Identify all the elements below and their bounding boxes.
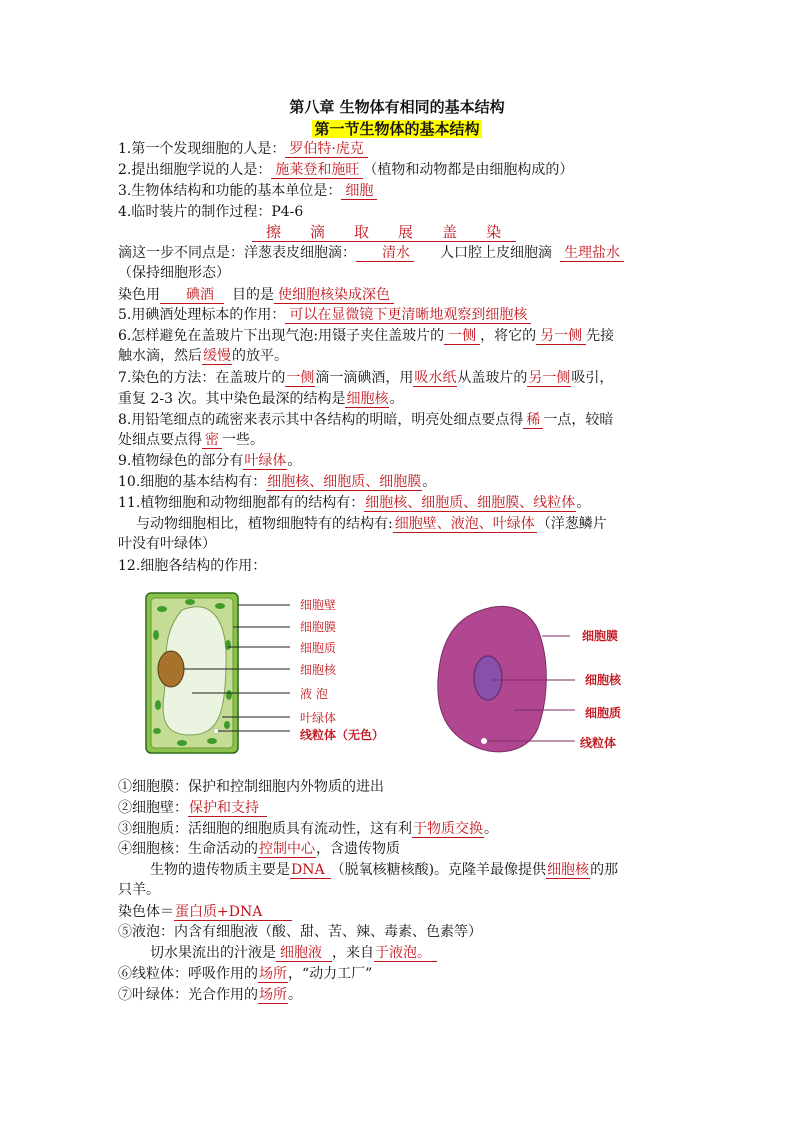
f4-text-d: 的那 [590,862,619,878]
step-spread: 展 [384,223,428,242]
animal-label-membrane: 细胞膜 [582,629,619,643]
q6-answer-1: 一侧 [444,328,480,345]
q7-answer-1: 一侧 [286,370,315,386]
q6-text-d: 触水滴，然后 [118,348,202,364]
q11-line3: 叶没有叶绿体） [118,536,216,552]
q11-text-b: 与动物细胞相比，植物细胞特有的结构有: [136,516,393,532]
f6-end: ，“动力工厂” [288,966,373,982]
f4-text-b: 生物的遗传物质主要是 [150,862,290,878]
f3-end: 。 [484,821,498,837]
q1-text: 1.第一个发现细胞的人是： [118,141,286,157]
q4 [118,202,303,222]
q8-line2 [118,430,264,450]
q11-text: 11.植物细胞和动物细胞都有的结构有： [118,495,365,511]
plant-label-membrane: 细胞膜 [300,620,337,634]
f3 [118,819,498,839]
q1-answer: 罗伯特·虎克 [285,141,367,158]
q8-answer-2: 密 [202,432,222,449]
q3 [118,181,377,201]
plant-label-vacuole: 液 泡 [300,687,328,701]
q1 [118,139,368,159]
q6-text-b: ，将它的 [480,328,537,344]
q10-answer: 细胞核、细胞质、细胞膜 [267,474,422,490]
q6-answer-2: 另一侧 [536,328,586,345]
f2-answer: 保护和支持 [188,800,267,817]
stain-text: 染色用 [118,287,160,303]
chromosome [118,902,292,922]
plant-label-chloroplast: 叶绿体 [300,711,337,725]
q2-note: （植物和动物都是由细胞构成的） [363,162,574,178]
q9 [118,451,301,471]
q6-text-c: 先接 [586,328,615,344]
f4-line1 [118,839,400,859]
animal-label-cytoplasm: 细胞质 [585,706,622,720]
f4-line2 [150,860,618,880]
f4-end: ，含遗传物质 [316,841,400,857]
q7-text-d: 吸引， [571,370,614,386]
f1: ①细胞膜：保护和控制细胞内外物质的进出 [118,779,384,795]
f4-answer-3: 细胞核 [547,862,590,878]
q7-line1 [118,368,613,388]
q10 [118,472,436,492]
q6-answer-3: 缓慢 [203,348,231,364]
q7-text-a: 7.染色的方法：在盖玻片的 [118,370,286,386]
q7-answer-3: 另一侧 [528,370,571,386]
drip-answer-1: 清水 [356,245,414,262]
stain-answer-2: 使细胞核染成深色 [274,287,394,304]
step-take: 取 [340,223,384,242]
q11-answer-2: 细胞壁、液泡、叶绿体 [394,516,535,532]
f6-text: ⑥线粒体：呼吸作用的 [118,966,258,982]
q7-answer-4: 细胞核 [346,391,389,407]
f4-answer-2: DNA [290,862,331,879]
q9-text: 9.植物绿色的部分有 [118,453,244,469]
animal-label-nucleus: 细胞核 [585,673,622,687]
q2-text: 2.提出细胞学说的人是： [118,162,272,178]
q7-text-b: 滴一滴碘酒，用 [315,370,414,386]
drip-answer-2: 生理盐水 [560,245,624,262]
q11-answer: 细胞核、细胞质、细胞膜、线粒体 [365,495,576,511]
plant-label-mito: 线粒体（无色） [300,728,385,742]
f5-line2 [150,943,437,963]
q7-line2 [118,389,403,409]
f6 [118,964,372,984]
plant-label-cytoplasm: 细胞质 [300,641,337,655]
plant-mitochondrion [214,729,219,734]
q10-end: 。 [422,474,437,490]
f2 [118,798,267,818]
stain-mid: 目的是 [232,287,274,303]
f5-text-b: 切水果流出的汁液是 [150,945,276,961]
q7-answer-2: 吸水纸 [414,370,457,386]
q2-answer: 施莱登和施旺 [271,162,363,179]
q6-line2 [118,346,288,366]
q6-text-a: 6.怎样避免在盖玻片下出现气泡:用镊子夹住盖玻片的 [118,328,445,344]
q11-line1 [118,493,590,513]
f4-text-c: （脱氧核糖核酸)。克隆羊最像提供 [330,862,547,878]
q4-steps [252,222,516,242]
f4-answer: 控制中心 [259,841,315,857]
animal-nucleus [474,656,502,700]
stain-line [118,285,394,305]
q9-answer: 叶绿体 [244,453,287,469]
q5-text: 5.用碘酒处理标本的作用： [118,307,286,323]
q7-text-f: 。 [389,391,404,407]
q7-text-c: 从盖玻片的 [457,370,528,386]
stain-answer-1: 碘酒 [160,287,224,304]
q4-text: 4.临时装片的制作过程：P4-6 [118,204,304,220]
f5-line1: ⑤液泡：内含有细胞液（酸、甜、苦、辣、毒素、色素等） [118,924,482,940]
plant-nucleus [158,651,184,687]
q5 [118,305,531,325]
q5-answer: 可以在显微镜下更清晰地观察到细胞核 [285,307,531,324]
chapter-title: 第八章 生物体有相同的基本结构 [289,98,505,116]
drip-line [118,243,624,263]
drip-mid: 人口腔上皮细胞滴 [440,245,552,261]
q11-line2 [136,514,607,534]
section-title-highlight: 第一节生物体的基本结构 [314,120,480,138]
chrom-text: 染色体＝ [118,904,174,920]
f4-line3: 只羊。 [118,882,160,898]
f7-end: 。 [288,987,302,1003]
q8-text-c: 处细点要点得 [118,432,202,448]
q8-text-a: 8.用铅笔细点的疏密来表示其中各结构的明暗，明亮处细点要点得 [118,412,524,428]
f2-text: ②细胞壁： [118,800,188,816]
f3-text: ③细胞质：活细胞的细胞质具有流动性，这有利 [118,821,412,837]
f7 [118,985,302,1005]
step-drip: 滴 [296,223,340,242]
f5-answer: 细胞液 [276,945,332,962]
plant-label-wall: 细胞壁 [300,598,337,612]
f3-answer: 于物质交换 [413,821,483,837]
f7-text: ⑦叶绿体：光合作用的 [118,987,258,1003]
drip-note: （保持细胞形态） [118,265,230,281]
animal-cell-diagram [430,600,650,760]
step-wipe: 擦 [252,223,296,242]
animal-mitochondrion [481,738,487,744]
q8-answer-1: 稀 [523,412,543,429]
f6-answer: 场所 [259,966,287,982]
f4-text: ④细胞核：生命活动的 [118,841,258,857]
plant-label-nucleus: 细胞核 [300,663,337,677]
q6-text-e: 的放平。 [232,348,288,364]
q2 [118,160,573,180]
q6-line1 [118,326,614,346]
q9-end: 。 [287,453,302,469]
section-title [0,118,794,139]
q8-line1 [118,410,613,430]
drip-text: 滴这一步不同点是：洋葱表皮细胞滴： [118,245,356,261]
q8-text-d: 一些。 [222,432,264,448]
q7-text-e: 重复 2-3 次。其中染色最深的结构是 [118,391,346,407]
q3-answer: 细胞 [341,183,377,200]
q11-text-c: （洋葱鳞片 [536,516,607,532]
chrom-answer: 蛋白质+DNA [174,904,292,921]
animal-label-mito: 线粒体 [580,736,617,750]
q3-text: 3.生物体结构和功能的基本单位是： [118,183,342,199]
step-cover: 盖 [428,223,472,242]
q10-text: 10.细胞的基本结构有： [118,474,267,490]
plant-cell-diagram [130,585,400,760]
f5-answer-2: 于液泡。 [374,945,437,962]
q12: 12.细胞各结构的作用： [118,558,267,574]
q8-text-b: 一点，较暗 [543,412,614,428]
f5-text-c: ，来自 [332,945,374,961]
f7-answer: 场所 [259,987,287,1003]
q11-end: 。 [576,495,591,511]
step-stain: 染 [472,223,516,242]
